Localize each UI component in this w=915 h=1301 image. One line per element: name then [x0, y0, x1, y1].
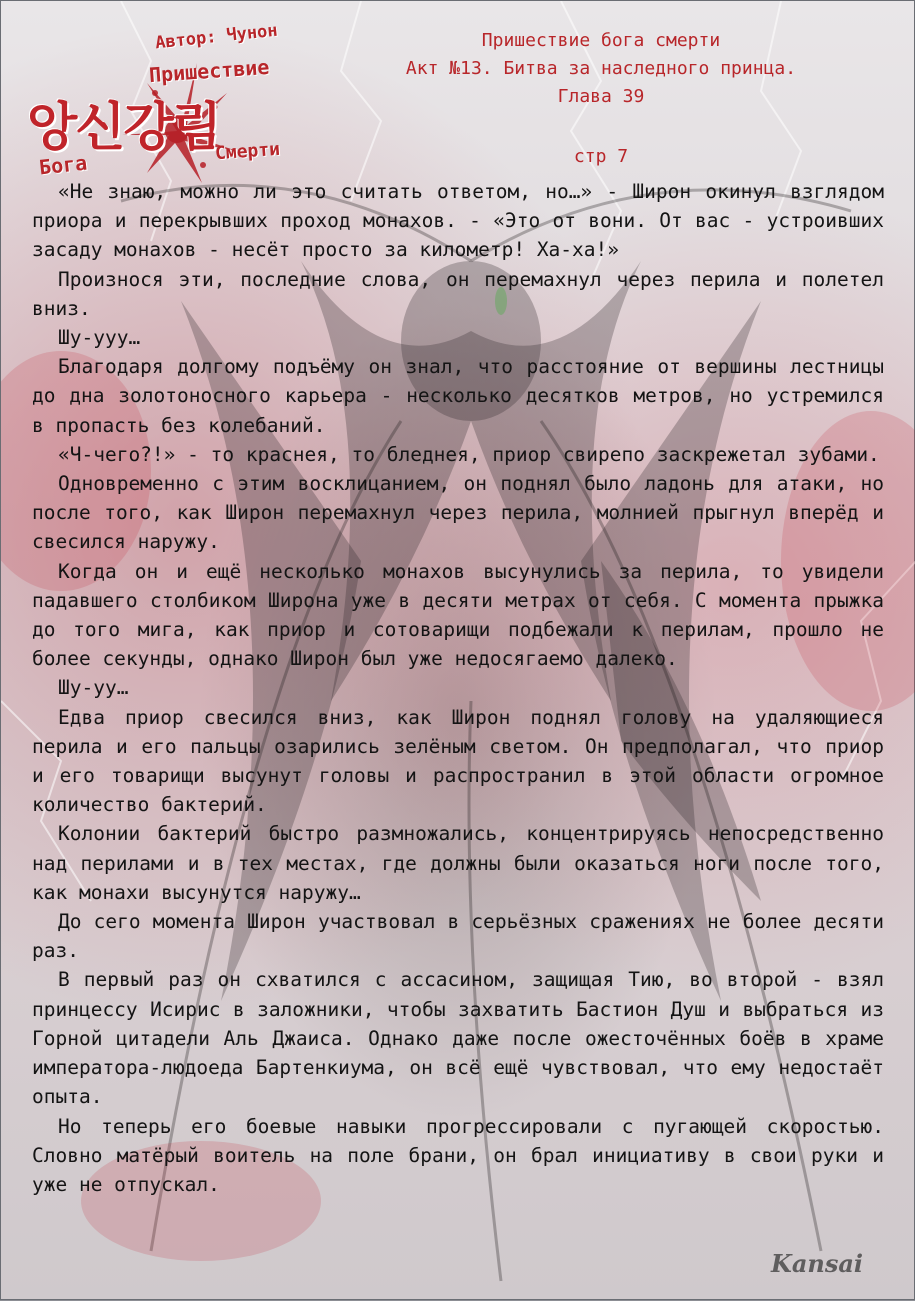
- paragraph: «Не знаю, можно ли это считать ответом, но…» - Широн окинул взглядом приора и перекрывших проход монахов. - «Это от вони. От вас - устроивших засаду монахов - несёт просто за километр! Ха-ха!»: [32, 180, 884, 262]
- paragraph: Но теперь его боевые навыки прогрессировали с пугающей скоростью. Словно матёрый воитель на поле брани, он брал инициативу в свои руки и уже не отпускал.: [32, 1114, 884, 1196]
- book-title: Пришествие бога смерти: [481, 30, 721, 51]
- logo-title-right: Смерти: [214, 138, 281, 165]
- chapter-text: [32, 177, 884, 1199]
- paragraph: «Ч-чего?!» - то краснея, то бледнея, приор свирепо заскрежетал зубами.: [58, 442, 880, 466]
- logo-title-top: Пришествие: [148, 54, 271, 88]
- chapter-number: Глава 39: [557, 86, 645, 107]
- paragraph: Едва приор свесился вниз, как Широн поднял голову на удаляющиеся перила и его пальцы озарились зелёным светом. Он предполагал, что приор и его товарищи высунут головы и распространил в этой области огромное количество бактерий.: [32, 705, 884, 817]
- translator-signature: Kansai: [771, 1249, 864, 1278]
- page-number: стр 7: [573, 146, 629, 167]
- paragraph: Произнося эти, последние слова, он перемахнул через перила и полетел вниз.: [32, 267, 884, 320]
- manga-logo: [27, 20, 317, 183]
- logo-author: Автор: Чунон: [154, 20, 279, 54]
- paragraph: Одновременно с этим восклицанием, он поднял было ладонь для атаки, но после того, как Широн перемахнул через перила, молнией прыгнул вперёд и свесился наружу.: [32, 472, 884, 554]
- paragraph: До сего момента Широн участвовал в серьёзных сражениях не более десяти раз.: [32, 910, 884, 963]
- chapter-header: [341, 27, 861, 171]
- paragraph: Благодаря долгому подъёму он знал, что расстояние от вершины лестницы до дна золотоносного карьера - несколько десятков метров, но устремился в пропасть без колебаний.: [32, 355, 884, 437]
- logo-korean-title: 앙신강림: [27, 98, 220, 158]
- logo-title-left: Бога: [37, 150, 89, 180]
- act-title: Акт №13. Битва за наследного принца.: [405, 58, 797, 79]
- paragraph: Когда он и ещё несколько монахов высунулись за перила, то увидели падавшего столбиком Широна уже в десяти метрах от себя. С момента прыжка до того мига, как приор и сотоварищи подбежали к перилам, прошло не более секунды, однако Широн был уже недосягаемо далеко.: [32, 559, 884, 671]
- paragraph: В первый раз он схватился с ассасином, защищая Тию, во второй - взял принцессу Исирис в заложники, чтобы захватить Бастион Душ и выбраться из Горной цитадели Аль Джаиса. Однако даже после ожесточённых боёв в храме императора-людоеда Бартенкиума, он всё ещё чувствовал, что ему недостаёт опыта.: [32, 968, 884, 1109]
- paragraph: Шу-уу…: [58, 676, 129, 700]
- paragraph: Колонии бактерий быстро размножались, концентрируясь непосредственно над перилами и в тех местах, где должны были оказаться ноги после того, как монахи высунутся наружу…: [32, 822, 884, 904]
- paragraph: Шу-ууу…: [58, 326, 141, 350]
